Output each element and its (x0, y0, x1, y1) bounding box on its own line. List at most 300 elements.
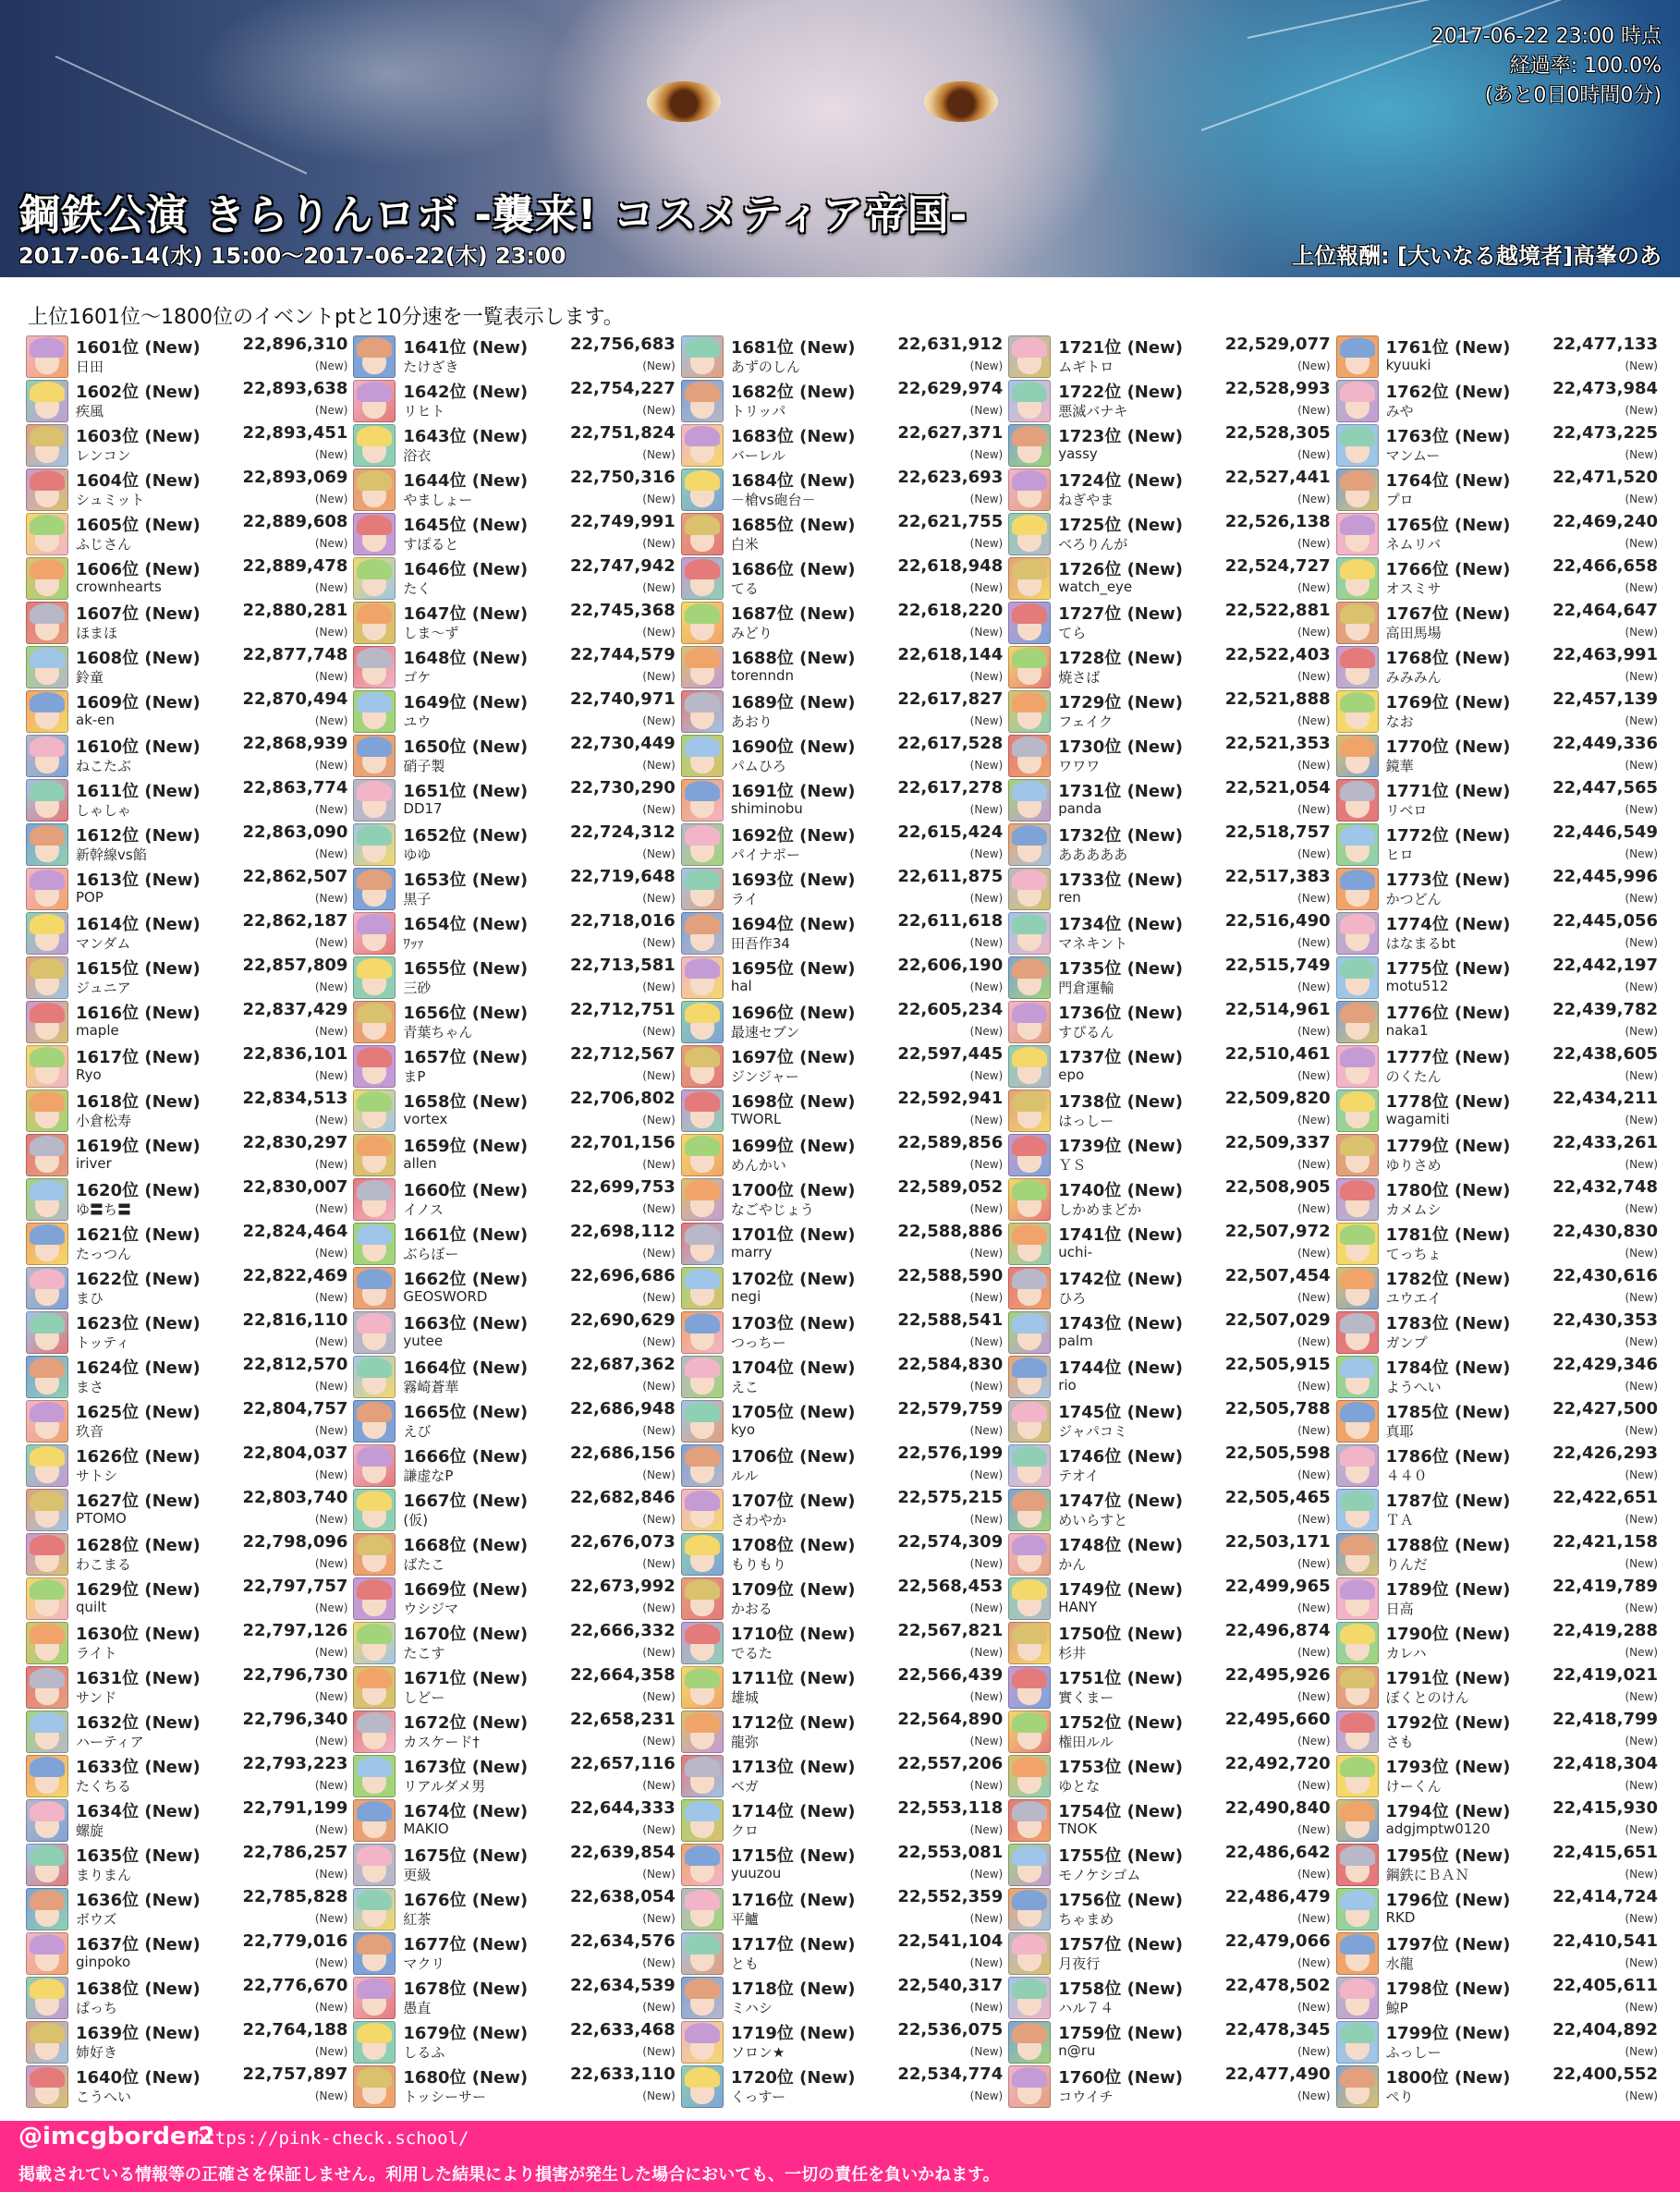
speed-value: (New) (642, 1158, 676, 1171)
score-value: 22,584,830 (897, 1355, 1004, 1374)
player-name: panda (1058, 800, 1102, 817)
player-name: マクリ (403, 1955, 445, 1972)
avatar (681, 1090, 724, 1132)
score-value: 22,564,890 (897, 1710, 1004, 1729)
speed-value: (New) (1297, 1202, 1331, 1215)
speed-value: (New) (314, 1779, 348, 1792)
entry-info (76, 689, 351, 734)
score-value: 22,631,912 (897, 335, 1004, 354)
score-value: 22,605,234 (897, 1000, 1004, 1019)
ranking-entry (353, 468, 678, 512)
avatar (1008, 1489, 1051, 1531)
ranking-entry (1336, 1798, 1662, 1843)
score-value: 22,442,197 (1552, 956, 1659, 975)
player-name: 姉好き (76, 2044, 118, 2061)
rank-label: 1605位 (New) (76, 516, 201, 535)
rank-label: 1724位 (New) (1058, 471, 1183, 491)
player-name: ルル (730, 1467, 759, 1484)
player-name: TNOK (1058, 1821, 1098, 1837)
player-name: crownhearts (76, 578, 162, 595)
avatar (353, 1977, 396, 2019)
avatar (681, 1045, 724, 1088)
entry-info (76, 645, 351, 689)
ranking-entry (26, 734, 351, 778)
player-name: サトシ (76, 1467, 118, 1484)
speed-value: (New) (642, 1956, 676, 1969)
rank-label: 1784位 (New) (1385, 1358, 1511, 1378)
entry-info (1386, 1044, 1662, 1089)
ranking-entry (26, 1222, 351, 1266)
ranking-entry (26, 689, 351, 734)
rank-label: 1664位 (New) (403, 1358, 529, 1378)
twitter-handle-link[interactable]: @imcgborder2 (18, 2123, 215, 2150)
speed-value: (New) (1297, 847, 1331, 860)
score-value: 22,496,874 (1224, 1621, 1331, 1640)
ranking-entry (1008, 468, 1333, 512)
avatar (26, 646, 68, 688)
score-value: 22,718,016 (569, 911, 676, 931)
speed-value: (New) (314, 1202, 348, 1215)
rank-label: 1648位 (New) (403, 649, 529, 668)
score-value: 22,617,278 (897, 778, 1004, 798)
rank-label: 1746位 (New) (1058, 1447, 1183, 1467)
entry-info (76, 1133, 351, 1177)
score-value: 22,687,362 (569, 1355, 676, 1374)
entry-info (731, 734, 1006, 778)
score-value: 22,429,346 (1552, 1355, 1659, 1374)
rank-label: 1702位 (New) (730, 1270, 856, 1289)
rank-label: 1673位 (New) (403, 1758, 529, 1777)
player-name: 鏡華 (1385, 758, 1414, 774)
player-name: カメムシ (1385, 1201, 1442, 1218)
entry-info (731, 1754, 1006, 1798)
ranking-entry (681, 1266, 1006, 1310)
score-value: 22,676,073 (569, 1532, 676, 1552)
avatar (1008, 1223, 1051, 1265)
avatar (681, 1489, 724, 1531)
score-value: 22,507,972 (1224, 1222, 1331, 1241)
entry-info (76, 2064, 351, 2109)
avatar (26, 380, 68, 422)
avatar (353, 2065, 396, 2108)
avatar (353, 1178, 396, 1221)
player-name: ひろ (1058, 1290, 1087, 1307)
entry-info (76, 1976, 351, 2020)
speed-value: (New) (1297, 1335, 1331, 1348)
avatar (1336, 1977, 1379, 2019)
score-value: 22,446,549 (1552, 822, 1659, 842)
speed-value: (New) (314, 892, 348, 905)
speed-value: (New) (1297, 1690, 1331, 1703)
ranking-column (681, 335, 1006, 2109)
rank-label: 1601位 (New) (76, 338, 201, 358)
entry-info (1386, 512, 1662, 556)
ranking-entry (26, 335, 351, 379)
speed-value: (New) (969, 1380, 1004, 1393)
rank-label: 1753位 (New) (1058, 1758, 1183, 1777)
rank-label: 1780位 (New) (1385, 1181, 1511, 1200)
avatar (1336, 1844, 1379, 1886)
score-value: 22,797,757 (242, 1577, 348, 1596)
speed-value: (New) (1625, 1202, 1659, 1215)
score-value: 22,754,227 (569, 379, 676, 398)
rank-label: 1620位 (New) (76, 1181, 201, 1200)
entry-info (1058, 1355, 1333, 1399)
speed-value: (New) (1297, 1069, 1331, 1082)
entry-info (1386, 1577, 1662, 1621)
player-name: ガンプ (1385, 1334, 1428, 1351)
score-value: 22,796,340 (242, 1710, 348, 1729)
footer (0, 2121, 1680, 2192)
score-value: 22,528,993 (1224, 379, 1331, 398)
avatar (1336, 1489, 1379, 1531)
score-value: 22,724,312 (569, 822, 676, 842)
rank-label: 1639位 (New) (76, 2024, 201, 2043)
entry-info (1058, 1222, 1333, 1266)
ranking-entry (1336, 1843, 1662, 1887)
speed-value: (New) (1297, 1424, 1331, 1437)
avatar (1336, 779, 1379, 822)
entry-info (76, 379, 351, 423)
ranking-entry (681, 956, 1006, 1000)
avatar (353, 557, 396, 600)
entry-info (403, 512, 678, 556)
player-name: モノケシゴム (1058, 1867, 1141, 1883)
entry-info (76, 1887, 351, 1931)
avatar (1336, 424, 1379, 467)
rank-label: 1670位 (New) (403, 1625, 529, 1644)
ranking-entry (1008, 1577, 1333, 1621)
rank-label: 1748位 (New) (1058, 1536, 1183, 1555)
speed-value: (New) (642, 2001, 676, 2014)
entry-info (403, 2064, 678, 2109)
player-name: たけざき (403, 359, 459, 375)
player-name: めんかい (730, 1157, 786, 1174)
score-value: 22,877,748 (242, 645, 348, 664)
player-name: たこす (403, 1645, 445, 1662)
entry-info (1058, 1266, 1333, 1310)
player-name: ぶらぼー (403, 1246, 459, 1262)
ranking-entry (681, 423, 1006, 468)
rank-label: 1798位 (New) (1385, 1979, 1511, 1999)
player-name: ren (1058, 889, 1081, 906)
player-name: パムひろ (730, 758, 786, 774)
player-name: HANY (1058, 1599, 1098, 1615)
speed-value: (New) (969, 1779, 1004, 1792)
avatar (26, 1799, 68, 1842)
avatar (681, 1711, 724, 1753)
score-value: 22,696,686 (569, 1266, 676, 1285)
player-name: 高田馬場 (1385, 625, 1442, 641)
avatar (26, 1001, 68, 1043)
ranking-entry (26, 1532, 351, 1577)
score-value: 22,477,133 (1552, 335, 1659, 354)
ranking-entry (353, 911, 678, 956)
entry-info (76, 468, 351, 512)
rank-label: 1679位 (New) (403, 2024, 529, 2043)
score-value: 22,589,052 (897, 1177, 1004, 1197)
banner-light-streak (55, 55, 308, 175)
rank-label: 1773位 (New) (1385, 871, 1511, 890)
speed-value: (New) (969, 670, 1004, 683)
score-value: 22,597,445 (897, 1044, 1004, 1064)
score-value: 22,430,830 (1552, 1222, 1659, 1241)
score-value: 22,505,598 (1224, 1443, 1331, 1463)
player-name: quilt (76, 1599, 107, 1615)
score-value: 22,492,720 (1224, 1754, 1331, 1773)
speed-value: (New) (969, 714, 1004, 727)
player-name: さも (1385, 1734, 1414, 1750)
ranking-entry (353, 2064, 678, 2109)
score-value: 22,699,753 (569, 1177, 676, 1197)
entry-info (1386, 1399, 1662, 1443)
speed-value: (New) (1297, 2089, 1331, 2102)
player-name: リヒト (403, 403, 445, 420)
entry-info (403, 468, 678, 512)
score-value: 22,515,749 (1224, 956, 1331, 975)
rank-label: 1757位 (New) (1058, 1935, 1183, 1955)
player-name: すぴるん (1058, 1024, 1114, 1041)
avatar (26, 1223, 68, 1265)
ranking-entry (1008, 1443, 1333, 1488)
player-name: 鯨P (1385, 2000, 1408, 2016)
rank-label: 1694位 (New) (730, 915, 856, 934)
player-name: ベガ (730, 1778, 759, 1795)
ranking-entry (26, 1665, 351, 1710)
avatar (681, 424, 724, 467)
entry-info (1058, 645, 1333, 689)
score-value: 22,618,948 (897, 556, 1004, 576)
site-url-link[interactable]: https://pink-check.school/ (194, 2128, 469, 2149)
rank-label: 1758位 (New) (1058, 1979, 1183, 1999)
entry-info (76, 1931, 351, 1976)
player-name: 龍弥 (730, 1734, 759, 1750)
ranking-entry (353, 956, 678, 1000)
entry-info (76, 1000, 351, 1044)
entry-info (403, 1976, 678, 2020)
score-value: 22,863,774 (242, 778, 348, 798)
avatar (1008, 1533, 1051, 1576)
entry-info (731, 1976, 1006, 2020)
player-name: けーくん (1385, 1778, 1442, 1795)
speed-value: (New) (1625, 1424, 1659, 1437)
speed-value: (New) (969, 1912, 1004, 1925)
ranking-entry (1008, 1310, 1333, 1355)
entry-info (1058, 1976, 1333, 2020)
ranking-entry (1008, 1843, 1333, 1887)
rank-label: 1690位 (New) (730, 737, 856, 757)
speed-value: (New) (642, 1735, 676, 1748)
avatar (353, 735, 396, 777)
ranking-entry (1336, 556, 1662, 601)
ranking-entry (1008, 2064, 1333, 2109)
score-value: 22,785,828 (242, 1887, 348, 1906)
score-value: 22,495,660 (1224, 1710, 1331, 1729)
ranking-columns (26, 335, 1662, 2109)
score-value: 22,509,337 (1224, 1133, 1331, 1152)
player-name: しかめまどか (1058, 1201, 1142, 1218)
ranking-entry (353, 1532, 678, 1577)
rank-label: 1713位 (New) (730, 1758, 856, 1777)
speed-value: (New) (969, 1823, 1004, 1836)
ranking-entry (1008, 1798, 1333, 1843)
score-value: 22,868,939 (242, 734, 348, 753)
speed-value: (New) (1297, 1247, 1331, 1260)
rank-label: 1659位 (New) (403, 1137, 529, 1156)
entry-info (403, 734, 678, 778)
speed-value: (New) (969, 404, 1004, 417)
ranking-entry (681, 1399, 1006, 1443)
score-value: 22,438,605 (1552, 1044, 1659, 1064)
speed-value: (New) (1625, 1823, 1659, 1836)
entry-info (1058, 1443, 1333, 1488)
score-value: 22,798,096 (242, 1532, 348, 1552)
ranking-entry (1008, 1488, 1333, 1532)
player-name: kyo (730, 1421, 756, 1438)
player-name: ﾜｯｧ (403, 935, 424, 952)
speed-value: (New) (1297, 892, 1331, 905)
ranking-entry (681, 1310, 1006, 1355)
entry-info (403, 1133, 678, 1177)
elapsed-rate: 経過率: 100.0% (1509, 55, 1662, 78)
speed-value: (New) (1297, 404, 1331, 417)
score-value: 22,750,316 (569, 468, 676, 487)
player-name: カスケード† (403, 1734, 480, 1750)
rank-label: 1762位 (New) (1385, 383, 1511, 402)
entry-info (403, 1798, 678, 1843)
rank-label: 1787位 (New) (1385, 1492, 1511, 1511)
rank-label: 1652位 (New) (403, 826, 529, 846)
rank-label: 1635位 (New) (76, 1846, 201, 1866)
avatar (681, 2065, 724, 2108)
score-value: 22,410,541 (1552, 1931, 1659, 1951)
speed-value: (New) (642, 892, 676, 905)
ranking-entry (1008, 1177, 1333, 1222)
avatar (1008, 779, 1051, 822)
ranking-entry (1008, 1931, 1333, 1976)
score-value: 22,522,881 (1224, 601, 1331, 620)
ranking-entry (353, 1266, 678, 1310)
avatar (681, 1134, 724, 1176)
ranking-entry (26, 645, 351, 689)
ranking-entry (353, 1089, 678, 1133)
rank-label: 1630位 (New) (76, 1625, 201, 1644)
score-value: 22,812,570 (242, 1355, 348, 1374)
entry-info (1386, 911, 1662, 956)
score-value: 22,415,651 (1552, 1843, 1659, 1862)
entry-info (1386, 867, 1662, 911)
ranking-entry (1336, 822, 1662, 867)
speed-value: (New) (1297, 670, 1331, 683)
avatar (1336, 1799, 1379, 1842)
ranking-entry (1008, 1044, 1333, 1089)
score-value: 22,419,288 (1552, 1621, 1659, 1640)
entry-info (731, 1443, 1006, 1488)
player-name: えび (403, 1423, 432, 1440)
speed-value: (New) (1297, 2045, 1331, 2058)
avatar (353, 1267, 396, 1309)
speed-value: (New) (969, 1868, 1004, 1881)
speed-value: (New) (969, 448, 1004, 461)
speed-value: (New) (969, 936, 1004, 949)
player-name: カレハ (1385, 1645, 1427, 1662)
ranking-entry (26, 2020, 351, 2064)
avatar (26, 513, 68, 555)
speed-value: (New) (969, 1513, 1004, 1526)
score-value: 22,633,468 (569, 2020, 676, 2040)
ranking-entry (681, 335, 1006, 379)
score-value: 22,521,888 (1224, 689, 1331, 709)
score-value: 22,863,090 (242, 822, 348, 842)
rank-label: 1666位 (New) (403, 1447, 529, 1467)
score-value: 22,588,541 (897, 1310, 1004, 1330)
entry-info (403, 1754, 678, 1798)
avatar (353, 1888, 396, 1930)
speed-value: (New) (314, 1912, 348, 1925)
speed-value: (New) (314, 2001, 348, 2014)
ranking-entry (1008, 956, 1333, 1000)
speed-value: (New) (642, 1779, 676, 1792)
score-value: 22,419,789 (1552, 1577, 1659, 1596)
entry-info (403, 1399, 678, 1443)
entry-info (76, 1266, 351, 1310)
score-value: 22,518,757 (1224, 822, 1331, 842)
player-name: maple (76, 1022, 119, 1039)
speed-value: (New) (314, 1468, 348, 1481)
rank-label: 1684位 (New) (730, 471, 856, 491)
rank-label: 1687位 (New) (730, 604, 856, 624)
speed-value: (New) (314, 1025, 348, 1038)
score-value: 22,618,144 (897, 645, 1004, 664)
rank-label: 1766位 (New) (1385, 560, 1511, 579)
avatar (26, 868, 68, 910)
score-value: 22,611,618 (897, 911, 1004, 931)
entry-info (1386, 1843, 1662, 1887)
player-name: Ryo (76, 1066, 102, 1083)
rank-label: 1610位 (New) (76, 737, 201, 757)
banner-eye-right (924, 81, 998, 122)
score-value: 22,719,648 (569, 867, 676, 886)
player-name: ユウ (403, 713, 432, 730)
avatar (353, 690, 396, 733)
score-value: 22,857,809 (242, 956, 348, 975)
player-name: さわやか (730, 1512, 786, 1528)
speed-value: (New) (1625, 1956, 1659, 1969)
score-value: 22,791,199 (242, 1798, 348, 1818)
speed-value: (New) (642, 1690, 676, 1703)
avatar (353, 1711, 396, 1753)
entry-info (403, 1931, 678, 1976)
score-value: 22,803,740 (242, 1488, 348, 1507)
ranking-entry (681, 1710, 1006, 1754)
speed-value: (New) (314, 626, 348, 639)
rank-label: 1707位 (New) (730, 1492, 856, 1511)
ranking-entry (1336, 1931, 1662, 1976)
player-name: rio (1058, 1377, 1077, 1394)
player-name: 疾風 (76, 403, 104, 420)
speed-value: (New) (1297, 1868, 1331, 1881)
score-value: 22,870,494 (242, 689, 348, 709)
timestamp: 2017-06-22 23:00 時点 (1430, 25, 1662, 48)
score-value: 22,466,658 (1552, 556, 1659, 576)
rank-label: 1689位 (New) (730, 693, 856, 712)
score-value: 22,712,751 (569, 1000, 676, 1019)
entry-info (1386, 645, 1662, 689)
entry-info (1058, 335, 1333, 379)
speed-value: (New) (969, 1557, 1004, 1570)
score-value: 22,834,513 (242, 1089, 348, 1108)
rank-label: 1767位 (New) (1385, 604, 1511, 624)
